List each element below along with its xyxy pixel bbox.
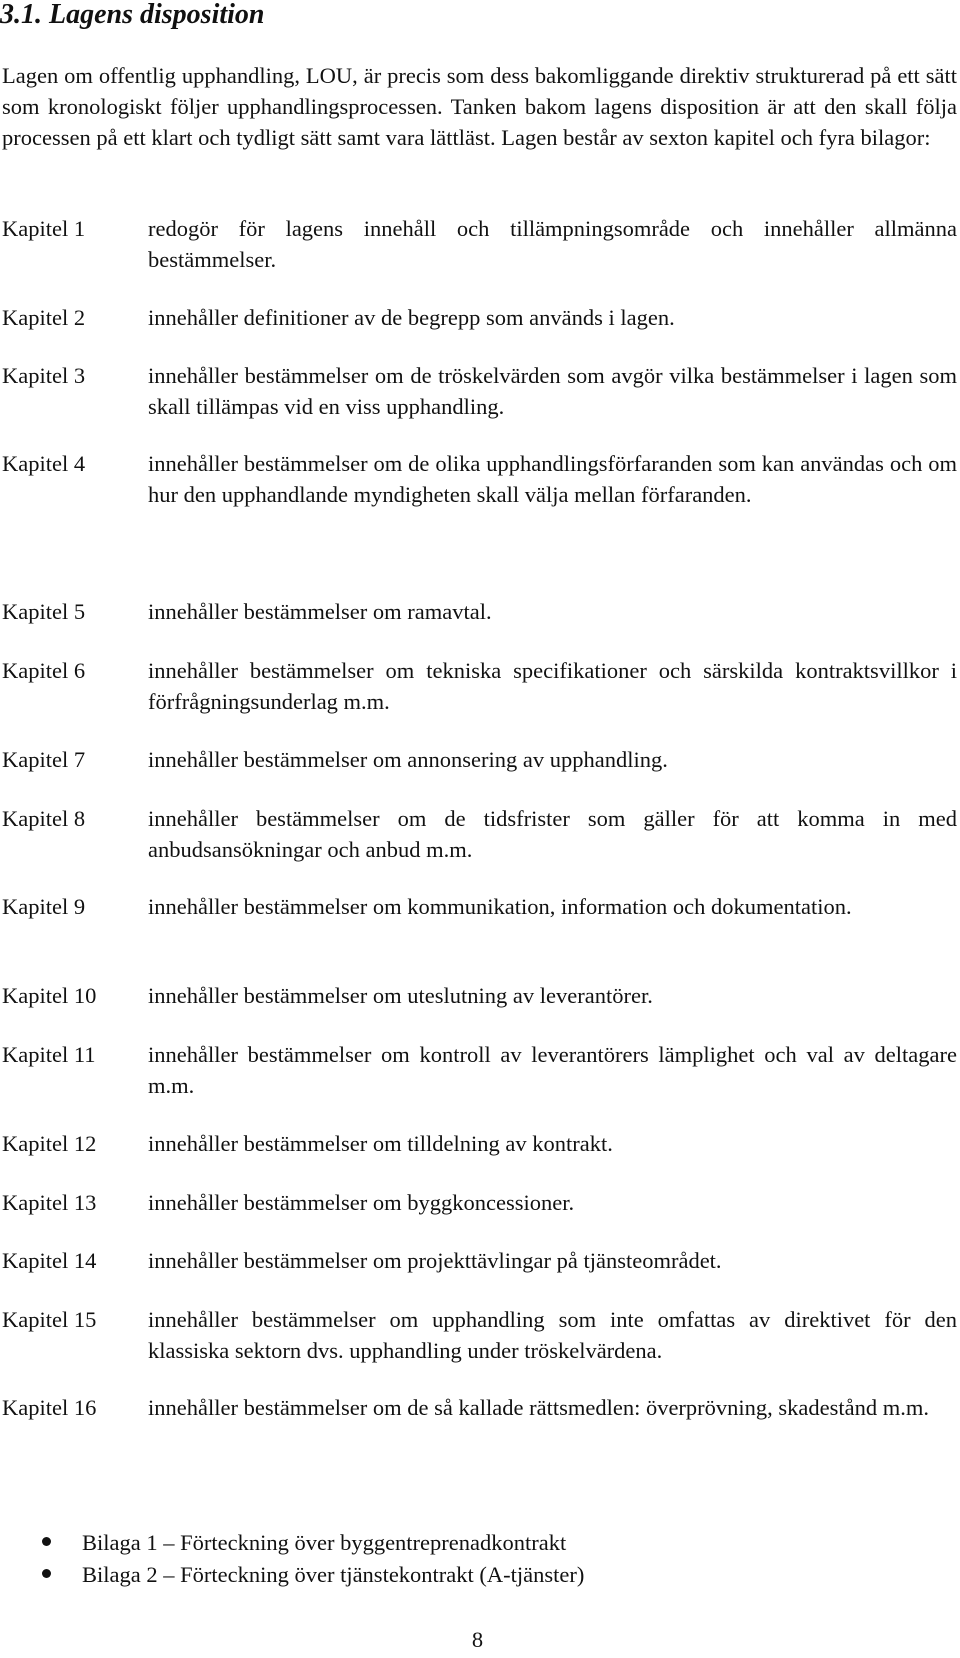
chapter-description: innehåller bestämmelser om annonsering av upphandling. [148,747,668,772]
chapter-label: Kapitel 12 [2,1131,97,1156]
chapter-description: innehåller bestämmelser om tilldelning av kontrakt. [148,1131,613,1156]
chapter-label: Kapitel 1 [2,216,86,241]
appendix-text: Bilaga 2 – Förteckning över tjänstekontrakt (A-tjänster) [82,1562,585,1587]
chapter-description: innehåller definitioner av de begrepp som används i lagen. [148,305,675,330]
chapter-description: innehåller bestämmelser om uteslutning av leverantörer. [148,983,653,1008]
chapter-description: innehåller bestämmelser om de tidsfrister som gäller för att komma in med anbudsansökningar och anbud m.m. [148,806,957,862]
list-item [0,1559,955,1591]
chapter-label: Kapitel 3 [2,363,86,388]
bullet-icon [42,1569,51,1578]
chapter-description: innehåller bestämmelser om ramavtal. [148,599,492,624]
chapter-label: Kapitel 13 [2,1190,97,1215]
chapter-label: Kapitel 16 [2,1395,97,1420]
section-heading: 3.1. Lagens disposition [0,0,265,30]
chapter-description: innehåller bestämmelser om tekniska specifikationer och särskilda kontraktsvillkor i förfrågningsunderlag m.m. [148,658,957,714]
chapter-label: Kapitel 9 [2,894,86,919]
chapter-description: innehåller bestämmelser om de så kallade rättsmedlen: överprövning, skadestånd m.m. [148,1395,930,1420]
intro-paragraph: Lagen om offentlig upphandling, LOU, är precis som dess bakomliggande direktiv strukturerad på ett sätt som kronologiskt följer upphandlingsprocessen. Tanken bakom lagens disposition är att den skall följa processen på ett klart och tydligt sätt samt vara lättläst. Lagen består av sexton kapitel och fyra bilagor: [2,63,957,150]
chapter-label: Kapitel 2 [2,305,86,330]
chapter-label: Kapitel 8 [2,806,86,831]
chapter-label: Kapitel 11 [2,1042,96,1067]
chapter-description: innehåller bestämmelser om de tröskelvärden som avgör vilka bestämmelser i lagen som skall tillämpas vid en viss upphandling. [148,363,957,419]
chapter-label: Kapitel 14 [2,1248,97,1273]
chapter-description: innehåller bestämmelser om byggkoncessioner. [148,1190,575,1215]
chapter-description: redogör för lagens innehåll och tillämpningsområde och innehåller allmänna bestämmelser. [148,216,957,272]
appendix-list [0,1527,955,1591]
chapter-description: innehåller bestämmelser om kommunikation, information och dokumentation. [148,894,852,919]
chapter-label: Kapitel 15 [2,1307,97,1332]
bullet-icon [42,1537,51,1546]
appendix-text: Bilaga 1 – Förteckning över byggentreprenadkontrakt [82,1530,567,1555]
chapter-label: Kapitel 7 [2,747,86,772]
chapter-description: innehåller bestämmelser om projekttävlingar på tjänsteområdet. [148,1248,722,1273]
chapter-description: innehåller bestämmelser om kontroll av leverantörers lämplighet och val av deltagare m.m. [148,1042,957,1098]
list-item [0,1527,955,1559]
page-number: 8 [471,1627,484,1652]
chapter-description: innehåller bestämmelser om de olika upphandlingsförfaranden som kan användas och om hur den upphandlande myndigheten skall välja mellan förfaranden. [148,451,957,507]
chapter-label: Kapitel 5 [2,599,86,624]
chapter-label: Kapitel 6 [2,658,86,683]
chapter-description: innehåller bestämmelser om upphandling som inte omfattas av direktivet för den klassiska sektorn dvs. upphandling under tröskelvärdena. [148,1307,957,1363]
chapter-label: Kapitel 4 [2,451,86,476]
chapter-label: Kapitel 10 [2,983,97,1008]
